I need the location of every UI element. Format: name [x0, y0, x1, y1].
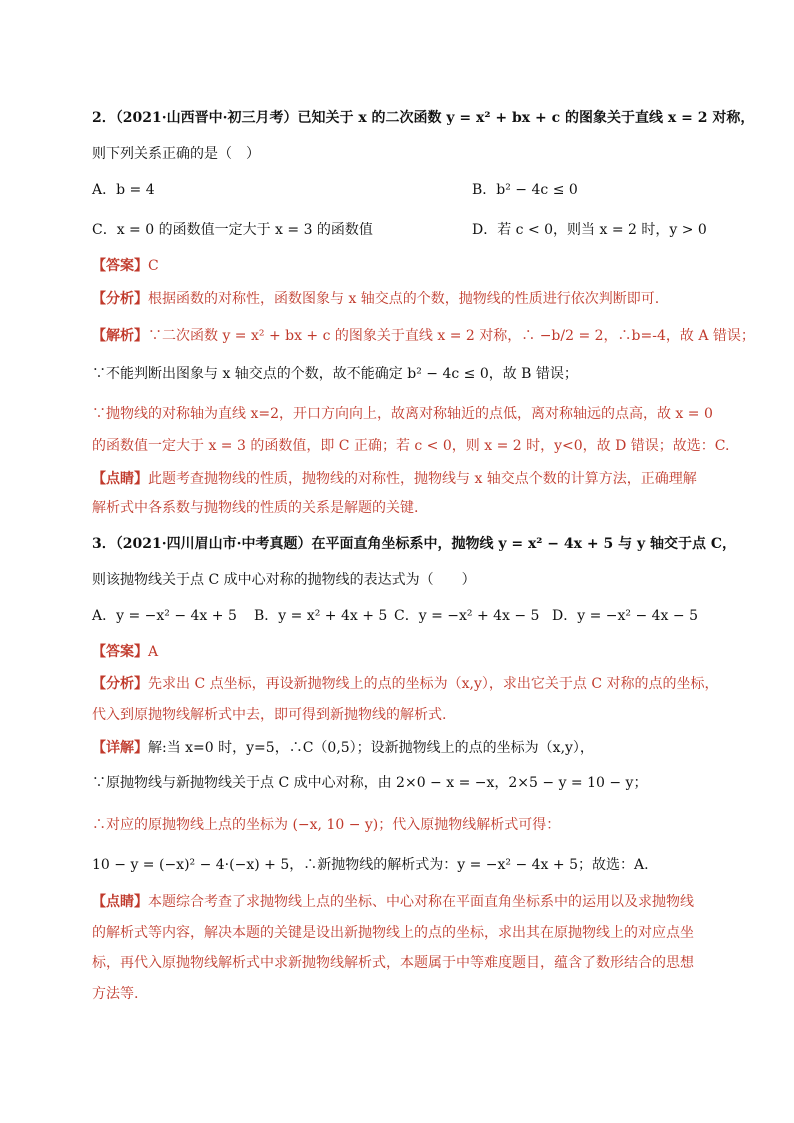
q3-detail-line2: ∵原抛物线与新抛物线关于点 C 成中心对称，由 2×0 − x = −x，2×5 − y = 10 − y； — [92, 775, 648, 791]
q2-solution-line2: ∵不能判断出图象与 x 轴交点的个数，故不能确定 b² − 4c ≤ 0，故 B 错误； — [92, 366, 578, 382]
q3-comment-line4: 方法等. — [92, 986, 139, 1002]
analysis-tag: 【分析】 — [92, 676, 148, 692]
q2-solution-line3: ∵抛物线的对称轴为直线 x=2，开口方向向上，故离对称轴近的点低，离对称轴远的点高，故 x = 0 — [92, 406, 713, 422]
q3-detail-line4: 10 − y = (−x)² − 4·(−x) + 5，∴新抛物线的解析式为：y = −x² − 4x + 5；故选：A. — [92, 857, 649, 873]
q3-detail-line3: ∴对应的原抛物线上点的坐标为 (−x, 10 − y)；代入原抛物线解析式可得： — [92, 817, 561, 833]
q3-option-c[interactable]: C．y = −x² + 4x − 5 — [394, 608, 540, 624]
solution-tag: 【解析】 — [92, 328, 148, 344]
q2-stem-line1: 2．（2021·山西晋中·初三月考）已知关于 x 的二次函数 y = x² + bx + c 的图象关于直线 x = 2 对称， — [92, 110, 755, 126]
q3-option-a[interactable]: A．y = −x² − 4x + 5 — [92, 608, 237, 624]
comment-tag: 【点睛】 — [92, 894, 148, 910]
answer-tag: 【答案】 — [92, 644, 148, 660]
q2-options-row2 — [92, 220, 712, 240]
comment-text: 此题考查抛物线的性质，抛物线的对称性，抛物线与 x 轴交点个数的计算方法，正确理解 — [148, 471, 697, 487]
detail-text: 解:当 x=0 时，y=5，∴C（0,5）；设新抛物线上的点的坐标为（x,y）， — [148, 740, 594, 756]
analysis-text: 根据函数的对称性，函数图象与 x 轴交点的个数，抛物线的性质进行依次判断即可. — [148, 291, 660, 307]
q2-option-c[interactable]: C．x = 0 的函数值一定大于 x = 3 的函数值 — [92, 222, 373, 238]
q2-comment-line1 — [92, 469, 712, 489]
detail-tag: 【详解】 — [92, 740, 148, 756]
answer-value: C — [148, 258, 159, 274]
q3-comment-line2: 的解析式等内容，解决本题的关键是设出新抛物线上的点的坐标，求出其在原抛物线上的对应点坐 — [92, 925, 694, 941]
solution-text: ∵二次函数 y = x² + bx + c 的图象关于直线 x = 2 对称，∴ −b/2 = 2，∴b=-4，故 A 错误； — [148, 328, 755, 344]
answer-tag: 【答案】 — [92, 258, 148, 274]
comment-text: 本题综合考查了求抛物线上点的坐标、中心对称在平面直角坐标系中的运用以及求抛物线 — [148, 894, 694, 910]
analysis-text: 先求出 C 点坐标，再设新抛物线上的点的坐标为（x,y），求出它关于点 C 对称的点的坐标， — [148, 676, 719, 692]
q3-analysis-line2: 代入到原抛物线解析式中去，即可得到新抛物线的解析式. — [92, 707, 447, 723]
q2-solution-line4: 的函数值一定大于 x = 3 的函数值，即 C 正确；若 c < 0，则 x = 2 时，y<0，故 D 错误；故选：C. — [92, 438, 730, 454]
answer-value: A — [148, 644, 159, 660]
q2-option-a[interactable]: A．b = 4 — [92, 182, 155, 198]
q3-answer — [92, 642, 712, 662]
q3-comment-line1 — [92, 892, 712, 912]
q3-analysis-line1 — [92, 674, 719, 694]
q2-comment-line2: 解析式中各系数与抛物线的性质的关系是解题的关键. — [92, 500, 419, 516]
q3-detail-line1 — [92, 738, 712, 758]
q2-analysis — [92, 289, 712, 309]
q2-stem-line2: 则下列关系正确的是（ ） — [92, 146, 260, 162]
q2-answer — [92, 256, 712, 276]
q2-option-d[interactable]: D．若 c < 0，则当 x = 2 时，y > 0 — [472, 222, 707, 238]
q3-stem-line2: 则该抛物线关于点 C 成中心对称的抛物线的表达式为（ ） — [92, 572, 476, 588]
q3-comment-line3: 标，再代入原抛物线解析式中求新抛物线解析式，本题属于中等难度题目，蕴含了数形结合的思想 — [92, 955, 694, 971]
q3-option-d[interactable]: D．y = −x² − 4x − 5 — [552, 608, 698, 624]
analysis-tag: 【分析】 — [92, 291, 148, 307]
q2-option-b[interactable]: B．b² − 4c ≤ 0 — [472, 182, 578, 198]
q3-options-row — [92, 606, 712, 626]
q3-option-b[interactable]: B．y = x² + 4x + 5 — [254, 608, 388, 624]
q2-options-row1 — [92, 180, 712, 200]
q2-solution-line1 — [92, 326, 755, 346]
q3-stem-line1: 3．（2021·四川眉山市·中考真题）在平面直角坐标系中，抛物线 y = x² − 4x + 5 与 y 轴交于点 C， — [92, 536, 736, 552]
comment-tag: 【点睛】 — [92, 471, 148, 487]
